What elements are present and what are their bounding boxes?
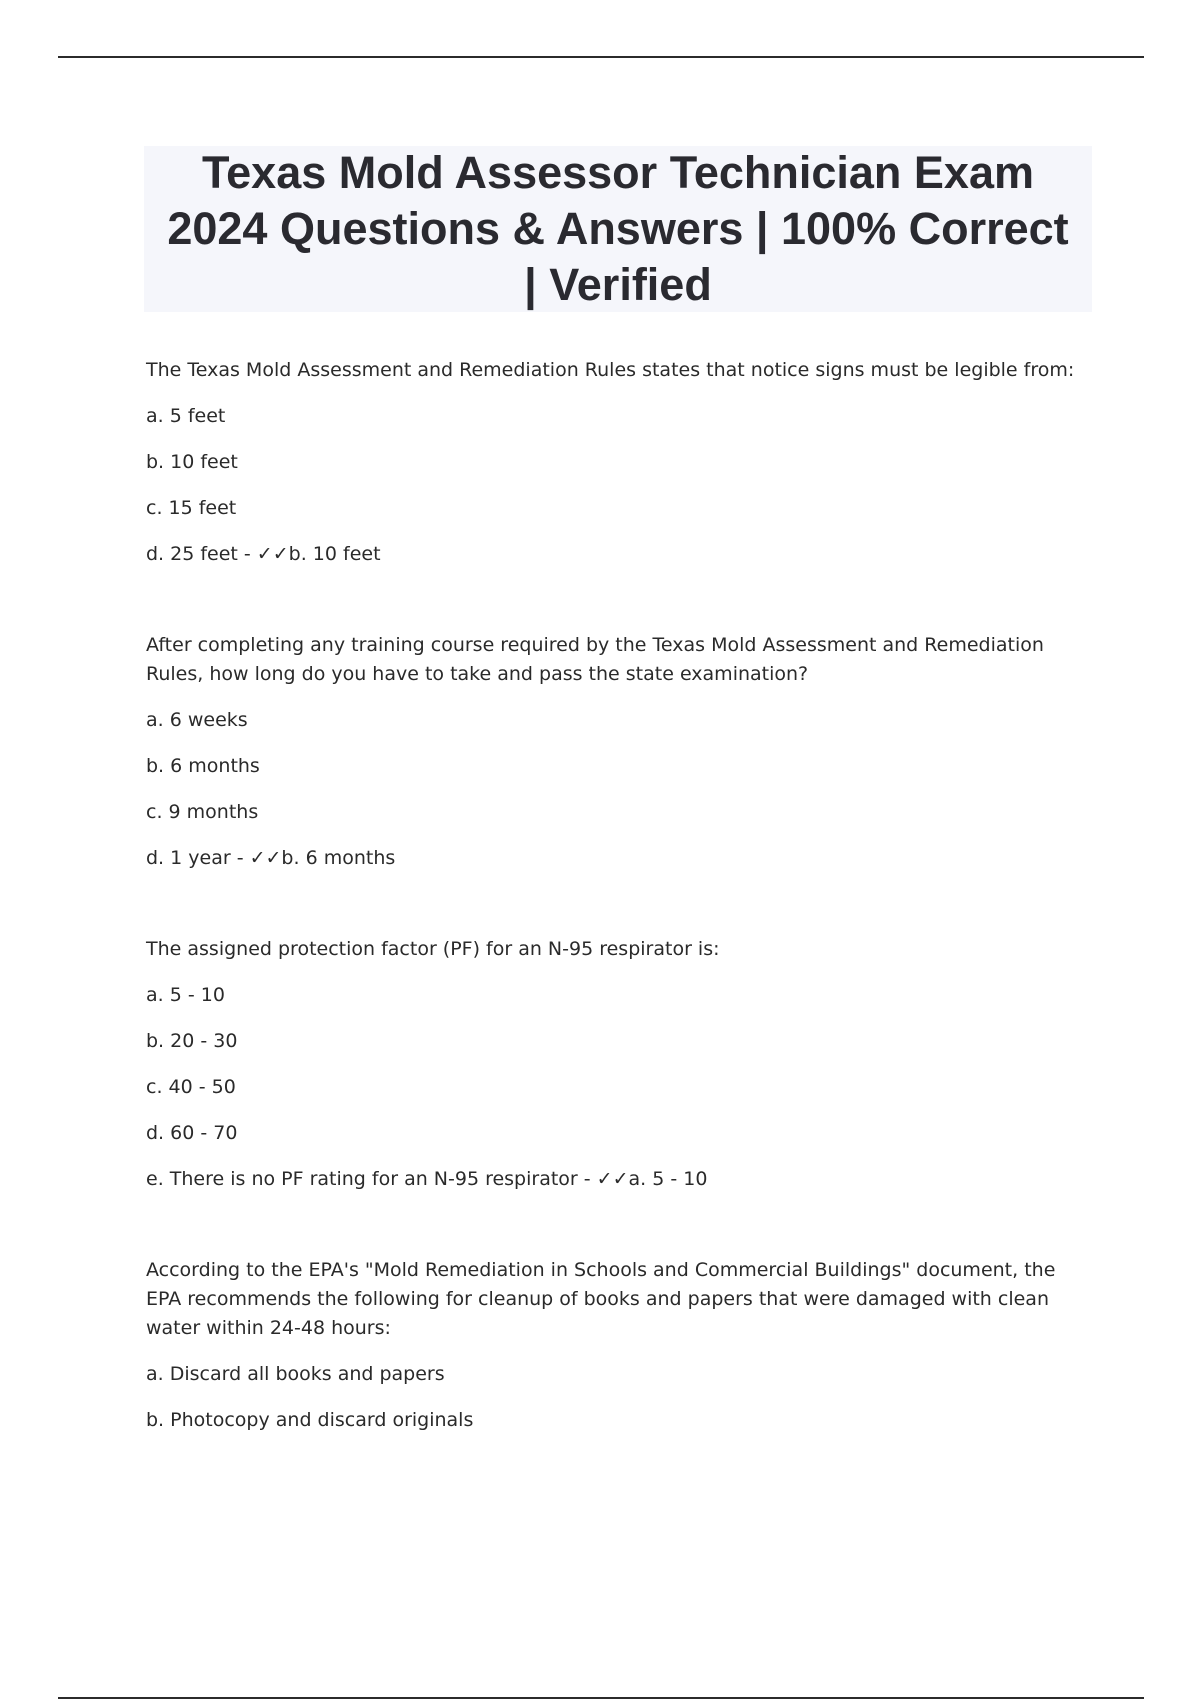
question-block-4 [146,1256,1086,1435]
answer-option-with-key: e. There is no PF rating for an N-95 respirator - ✓✓a. 5 - 10 [146,1168,708,1190]
top-divider [58,56,1144,58]
question-list [146,356,1086,1435]
answer-option: b. Photocopy and discard originals [146,1409,474,1431]
answer-option: b. 6 months [146,755,260,777]
question-block-1 [146,356,1086,569]
question-block-2 [146,631,1086,873]
question-block-3 [146,935,1086,1194]
answer-option-with-key: d. 1 year - ✓✓b. 6 months [146,847,396,869]
answer-option: d. 60 - 70 [146,1122,238,1144]
answer-option: a. 5 feet [146,405,226,427]
document-title: Texas Mold Assessor Technician Exam 2024 Questions & Answers | 100% Correct | Verified [167,147,1069,310]
bottom-divider [58,1697,1144,1699]
answer-option: b. 10 feet [146,451,238,473]
answer-option: a. Discard all books and papers [146,1363,445,1385]
answer-option: c. 15 feet [146,497,237,519]
answer-option: a. 6 weeks [146,709,248,731]
question-text: According to the EPA's "Mold Remediation in Schools and Commercial Buildings" document, the EPA recommends the following for cleanup of books and papers that were damaged with clean water within 24-48 hours: [146,1259,1056,1339]
answer-option: c. 40 - 50 [146,1076,236,1098]
question-text: The assigned protection factor (PF) for an N-95 respirator is: [146,938,720,960]
answer-option: c. 9 months [146,801,259,823]
question-text: The Texas Mold Assessment and Remediation Rules states that notice signs must be legible from: [146,359,1075,381]
title-banner [144,146,1092,312]
answer-option: b. 20 - 30 [146,1030,238,1052]
answer-option-with-key: d. 25 feet - ✓✓b. 10 feet [146,543,381,565]
answer-option: a. 5 - 10 [146,984,225,1006]
question-text: After completing any training course required by the Texas Mold Assessment and Remediation Rules, how long do you have to take and pass the state examination? [146,634,1044,685]
